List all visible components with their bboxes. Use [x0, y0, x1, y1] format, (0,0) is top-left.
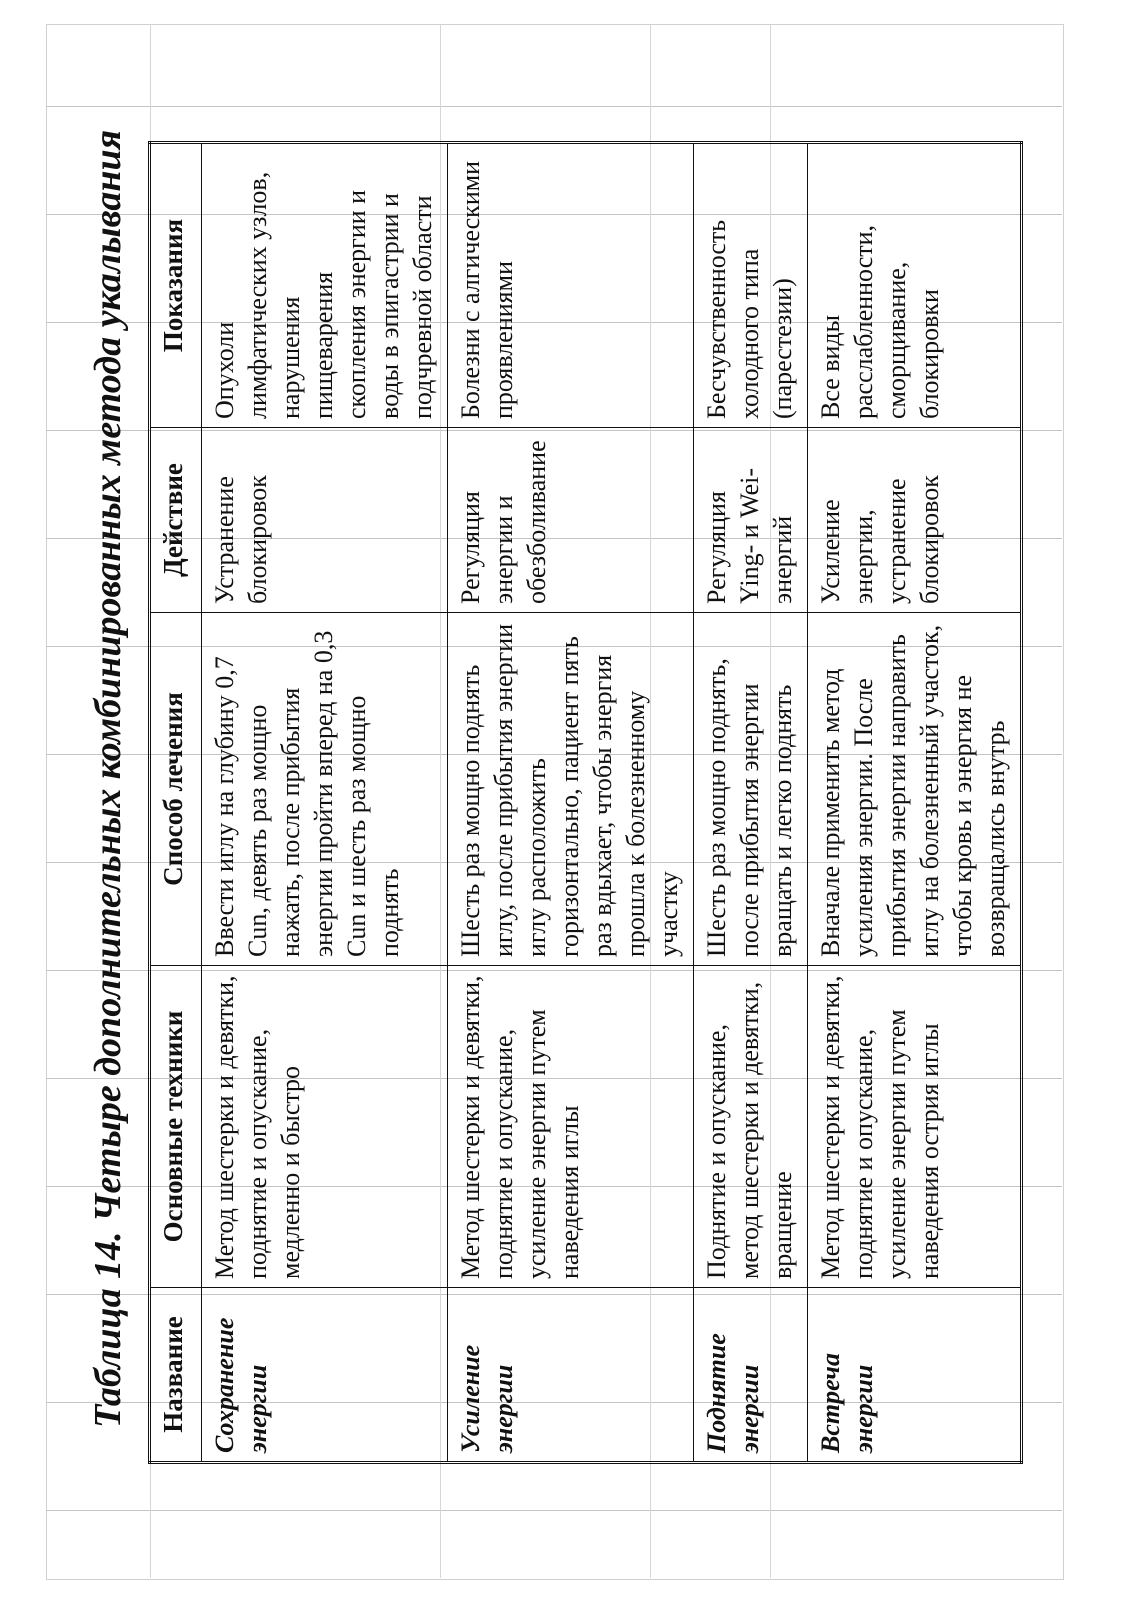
rotated-table-block [80, 84, 1080, 1484]
header-treatment: Способ лечения [150, 613, 202, 966]
cell-techniques: Поднятие и опускание, метод шестерки и девятки, вращение [694, 966, 808, 1288]
cell-techniques: Метод шестерки и девятки, поднятие и опускание, усиление энергии путем наведения иглы [448, 966, 694, 1288]
cell-indications: Болезни с алгическими проявлениями [448, 143, 694, 428]
cell-action: Устранение блокировок [202, 428, 448, 613]
table-caption: Таблица 14. Четыре дополнительных комбинированных метода укалывания [87, 129, 129, 1428]
grid-line [46, 1510, 1062, 1511]
cell-treatment: Шесть раз мощно поднять, после прибытия энергии вращать и легко поднять [694, 613, 808, 966]
cell-indications: Бесчувственность холодного типа (парестезии) [694, 143, 808, 428]
cell-techniques: Метод шестерки и девятки, поднятие и опускание, медленно и быстро [202, 966, 448, 1288]
header-action: Действие [150, 428, 202, 613]
cell-name: Поднятие энергии [694, 1288, 808, 1463]
table-row [808, 143, 1022, 1463]
table-row [448, 143, 694, 1463]
cell-name: Усиление энергии [448, 1288, 694, 1463]
header-row [150, 143, 202, 1463]
cell-treatment: Шесть раз мощно поднять иглу, после прибытия энергии иглу расположить горизонтально, пациент пять раз вдыхает, чтобы энергия прошла к болезненному участку [448, 613, 694, 966]
cell-techniques: Метод шестерки и девятки, поднятие и опускание, усиление энергии путем наведения острия иглы [808, 966, 1022, 1288]
cell-action: Регуляция энергии и обезболивание [448, 428, 694, 613]
methods-table [148, 141, 1023, 1464]
cell-action: Регуляция Ying- и Wei- энергий [694, 428, 808, 613]
header-indications: Показания [150, 143, 202, 428]
table-row [694, 143, 808, 1463]
cell-treatment: Вначале применить метод усиления энергии. После прибытия энергии направить иглу на болезненный участок, чтобы кровь и энергия не возвращались внутрь [808, 613, 1022, 966]
header-name: Название [150, 1288, 202, 1463]
cell-treatment: Ввести иглу на глубину 0,7 Cun, девять раз мощно нажать, после прибытия энергии пройти вперед на 0,3 Cun и шесть раз мощно поднять [202, 613, 448, 966]
cell-indications: Все виды расслабленности, сморщивание, блокировки [808, 143, 1022, 428]
cell-action: Усиление энергии, устранение блокировок [808, 428, 1022, 613]
cell-indications: Опухоли лимфатических узлов, нарушения пищеварения скопления энергии и воды в эпигастрии и подчревной области [202, 143, 448, 428]
cell-name: Сохранение энергии [202, 1288, 448, 1463]
table-row [202, 143, 448, 1463]
cell-name: Встреча энергии [808, 1288, 1022, 1463]
header-techniques: Основные техники [150, 966, 202, 1288]
